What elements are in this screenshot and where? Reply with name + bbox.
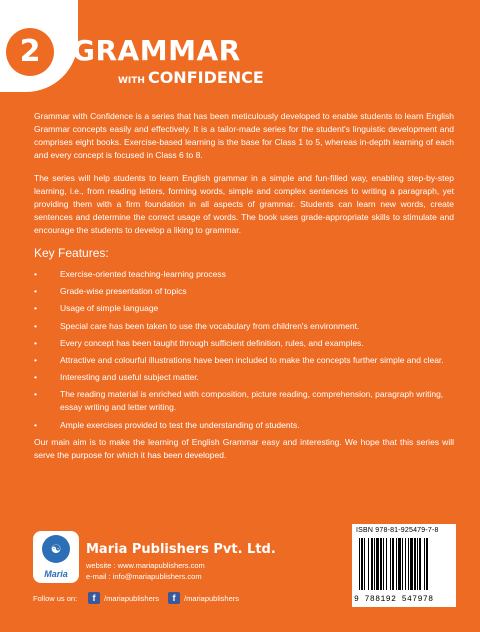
bullet-icon: • xyxy=(34,320,37,331)
barcode-number: 9 788192 547978 xyxy=(354,595,434,604)
bullet-icon: • xyxy=(34,303,37,314)
facebook-link[interactable]: /mariapublishers xyxy=(184,594,240,603)
closing-paragraph: Our main aim is to make the learning of English Grammar easy and interesting. We hope that this series will serve the purpose for which it has been developed. xyxy=(34,436,454,460)
bullet-icon: • xyxy=(34,269,37,279)
list-item: • Grade-wise presentation of topics xyxy=(34,286,187,297)
logo-text: Maria xyxy=(44,569,68,579)
barcode-bars xyxy=(359,538,451,590)
key-features-heading: Key Features: xyxy=(34,246,109,260)
list-item: • Interesting and useful subject matter. xyxy=(34,372,199,383)
barcode-box xyxy=(352,524,456,607)
list-item: • Ample exercises provided to test the understanding of students. xyxy=(34,419,300,430)
publisher-website[interactable]: website : www.mariapublishers.com xyxy=(86,561,205,570)
list-item: • The reading material is enriched with composition, picture reading, comprehension, paragraph writing, essay writing and letter writing. xyxy=(34,389,444,413)
back-cover-text xyxy=(34,110,454,472)
list-item: • Every concept has been taught through sufficient definition, rules, and examples. xyxy=(34,337,364,348)
bullet-icon: • xyxy=(34,337,37,348)
bullet-icon: • xyxy=(34,372,37,383)
bullet-icon: • xyxy=(34,354,37,365)
follow-label: Follow us on: xyxy=(33,594,78,603)
key-features-list xyxy=(34,268,454,432)
isbn-label: ISBN 978-81-925479-7-8 xyxy=(356,527,439,534)
book-title: GRAMMAR xyxy=(72,34,241,67)
book-icon: ☯ xyxy=(42,535,70,563)
intro-paragraph-1: Grammar with Confidence is a series that has been meticulously developed to enable students to learn English Grammar concepts easily and effectively. It is a tailor-made series for the student's linguistic development and comprises eight books. Exercise-based learning is the base for Class 1 to 5, whereas in-depth learning of each and every concept is focused in Class 6 to 8. xyxy=(34,111,454,160)
publisher-logo xyxy=(33,531,79,583)
facebook-icon[interactable]: f xyxy=(88,592,100,604)
bullet-icon: • xyxy=(34,419,37,430)
volume-badge xyxy=(0,0,78,92)
list-item: • Attractive and colourful illustrations have been included to make the concepts further simple and clear. xyxy=(34,354,444,365)
bullet-icon: • xyxy=(34,286,37,297)
volume-number: 2 xyxy=(6,28,54,76)
intro-paragraph-2: The series will help students to learn English grammar in a simple and fun-filled way, enabling step-by-step learning, i.e., from reading letters, forming words, simple and complex sentences to writing a paragraph, yet providing them with a firm foundation in all aspects of grammar. Students can learn new words, create sentences and determine the correct usage of words. The book uses grade-appropriate skills to stimulate and encourage the students to develop a liking to grammar. xyxy=(34,173,454,235)
subtitle-confidence: CONFIDENCE xyxy=(147,68,264,87)
list-item: • Usage of simple language xyxy=(34,303,159,314)
facebook-icon[interactable]: f xyxy=(168,592,180,604)
facebook-link[interactable]: /mariapublishers xyxy=(104,594,160,603)
list-item: • Exercise-oriented teaching-learning process xyxy=(34,269,226,279)
book-subtitle xyxy=(118,68,264,87)
subtitle-with: WITH xyxy=(118,76,145,86)
publisher-email[interactable]: e-mail : info@mariapublishers.com xyxy=(86,572,202,581)
bullet-icon: • xyxy=(34,389,37,400)
publisher-name: Maria Publishers Pvt. Ltd. xyxy=(86,542,276,557)
list-item: • Special care has been taken to use the vocabulary from children's environment. xyxy=(34,320,360,331)
